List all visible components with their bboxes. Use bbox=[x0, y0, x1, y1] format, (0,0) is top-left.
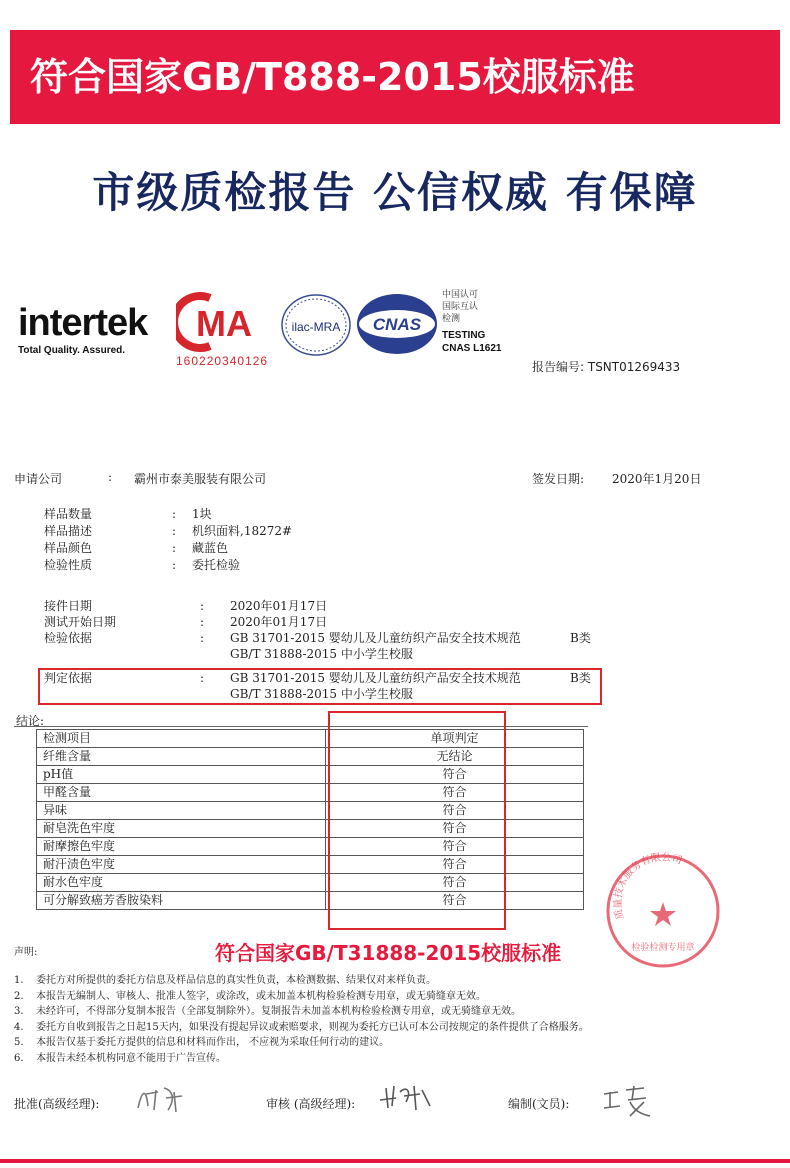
test-class: B类 bbox=[570, 631, 591, 645]
test-row bbox=[44, 646, 591, 662]
sample-value: 1块 bbox=[192, 507, 212, 521]
approver-signature-icon bbox=[132, 1080, 192, 1116]
cma-text: MA bbox=[196, 303, 252, 344]
test-label: 判定依据 bbox=[44, 671, 93, 685]
table-cell: 耐水色牢度 bbox=[37, 874, 326, 892]
sample-value: 委托检验 bbox=[192, 558, 241, 572]
note-text: 委托方自收到报告之日起15天内，如果没有提起异议或索赔要求，则视为委托方已认可本公司按规定的条件提供了合格服务。 bbox=[36, 1021, 589, 1033]
table-cell: 可分解致癌芳香胺染料 bbox=[37, 892, 326, 910]
headline: 市级质检报告 公信权威 有保障 bbox=[92, 168, 698, 217]
cn-cert-text bbox=[442, 289, 478, 325]
bottom-accent-line bbox=[0, 1159, 790, 1163]
note-number: 3. bbox=[14, 1006, 24, 1017]
table-cell: pH值 bbox=[37, 766, 326, 784]
sample-label: 检验性质 bbox=[44, 558, 93, 572]
test-colon: : bbox=[200, 671, 205, 685]
sample-row bbox=[44, 557, 292, 574]
stamp-sub: 检验检测专用章 bbox=[631, 943, 695, 953]
table-cell: 符合 bbox=[326, 820, 584, 838]
report-number: 报告编号: TSNT01269433 bbox=[532, 360, 681, 374]
cma-number: 160220340126 bbox=[176, 354, 269, 368]
cn-cert-line: 检测 bbox=[442, 314, 461, 324]
applicant-colon: : bbox=[108, 470, 113, 484]
test-label: 接件日期 bbox=[44, 599, 93, 613]
note-number: 6. bbox=[14, 1052, 24, 1064]
sample-colon: : bbox=[172, 524, 177, 538]
test-info bbox=[44, 598, 591, 662]
reviewer-label: 审核 (高级经理): bbox=[266, 1097, 356, 1111]
official-stamp-icon bbox=[604, 852, 722, 970]
note-text: 本报告仅基于委托方提供的信息和材料而作出， 不应视为采取任何行动的建议。 bbox=[36, 1037, 390, 1048]
standard-note: 符合国家GB/T31888-2015校服标准 bbox=[215, 941, 562, 965]
note-item bbox=[14, 973, 589, 989]
sample-info bbox=[44, 506, 292, 574]
cn-cert-line: 国际互认 bbox=[442, 302, 479, 312]
note-item bbox=[14, 1004, 589, 1020]
test-row bbox=[44, 630, 591, 646]
applicant-value: 霸州市泰美服装有限公司 bbox=[134, 472, 267, 486]
intertek-tagline: Total Quality. Assured. bbox=[18, 345, 126, 356]
table-cell: 符合 bbox=[326, 856, 584, 874]
test-row bbox=[44, 598, 591, 614]
note-text: 未经许可，不得部分复制本报告（全部复制除外）。复制报告未加盖本机构检验检测专用章，或无骑缝章无效。 bbox=[36, 1006, 521, 1017]
result-column-box bbox=[328, 711, 506, 930]
testing-line: CNAS L1621 bbox=[442, 343, 502, 354]
issue-date-value: 2020年1月20日 bbox=[612, 472, 702, 486]
note-number: 5. bbox=[14, 1037, 24, 1048]
table-cell: 符合 bbox=[326, 874, 584, 892]
table-cell: 符合 bbox=[326, 802, 584, 820]
applicant-label: 申请公司 bbox=[14, 472, 63, 486]
testing-line: TESTING bbox=[442, 330, 486, 341]
cn-cert-line: 中国认可 bbox=[442, 290, 479, 300]
sample-colon: : bbox=[172, 507, 177, 521]
test-colon: : bbox=[200, 599, 205, 613]
sample-label: 样品数量 bbox=[44, 507, 93, 521]
note-number: 4. bbox=[14, 1021, 24, 1033]
sample-row bbox=[44, 540, 292, 557]
test-value: 2020年01月17日 bbox=[230, 615, 328, 629]
table-cell: 符合 bbox=[326, 892, 584, 910]
ilac-logo-icon bbox=[279, 292, 353, 358]
note-item bbox=[14, 989, 589, 1005]
test-class: B类 bbox=[570, 671, 591, 685]
ilac-text: ilac-MRA bbox=[291, 320, 341, 334]
test-row bbox=[44, 614, 591, 630]
banner-title: 符合国家GB/T888-2015校服标准 bbox=[30, 55, 635, 99]
sample-value: 藏蓝色 bbox=[192, 541, 229, 555]
judgement-basis bbox=[44, 670, 591, 702]
test-row bbox=[44, 686, 591, 702]
test-colon: : bbox=[200, 615, 205, 629]
table-cell: 符合 bbox=[326, 838, 584, 856]
note-text: 本报告无编制人、审核人、批准人签字，或涂改，或未加盖本机构检验检测专用章，或无骑缝章无效。 bbox=[36, 990, 486, 1002]
conclusion-label: 结论: bbox=[16, 714, 45, 728]
table-cell: 耐汗渍色牢度 bbox=[37, 856, 326, 874]
note-item bbox=[14, 1020, 589, 1036]
test-row bbox=[44, 670, 591, 686]
issue-date-label: 签发日期: bbox=[532, 472, 585, 486]
test-value: GB 31701-2015 婴幼儿及儿童纺织产品安全技术规范 bbox=[230, 631, 521, 645]
reviewer-signature-icon bbox=[376, 1078, 436, 1114]
table-cell: 符合 bbox=[326, 784, 584, 802]
sample-label: 样品颜色 bbox=[44, 541, 93, 555]
editor-label: 编制(文员): bbox=[508, 1097, 570, 1111]
top-banner bbox=[10, 30, 780, 124]
testing-text bbox=[442, 329, 501, 355]
note-item bbox=[14, 1051, 589, 1067]
note-text: 委托方对所提供的委托方信息及样品信息的真实性负责，本检测数据、结果仅对来样负责。 bbox=[36, 975, 436, 986]
test-label: 检验依据 bbox=[44, 631, 93, 645]
table-cell: 耐皂洗色牢度 bbox=[37, 820, 326, 838]
svg-text:质量技术服务有限公司 bbox=[611, 852, 683, 921]
test-value: 2020年01月17日 bbox=[230, 599, 328, 613]
note-text: 本报告未经本机构同意不能用于广告宣传。 bbox=[36, 1052, 226, 1064]
test-value: GB 31701-2015 婴幼儿及儿童纺织产品安全技术规范 bbox=[230, 671, 521, 685]
table-cell: 纤维含量 bbox=[37, 748, 326, 766]
test-label: 测试开始日期 bbox=[44, 615, 117, 629]
cnas-text: CNAS bbox=[372, 315, 422, 334]
sample-row bbox=[44, 523, 292, 540]
editor-signature-icon bbox=[600, 1080, 660, 1120]
cnas-logo-icon bbox=[355, 292, 439, 356]
table-header: 检测项目 bbox=[37, 730, 326, 748]
statement-label: 声明: bbox=[14, 947, 38, 958]
note-number: 1. bbox=[14, 975, 24, 986]
table-cell: 甲醛含量 bbox=[37, 784, 326, 802]
stamp-text: 质量技术服务有限公司 bbox=[612, 852, 684, 921]
table-cell: 无结论 bbox=[326, 748, 584, 766]
table-cell: 符合 bbox=[326, 766, 584, 784]
sample-colon: : bbox=[172, 558, 177, 572]
sample-row bbox=[44, 506, 292, 523]
intertek-logo: intertek bbox=[18, 302, 148, 344]
notes-list bbox=[14, 973, 589, 1066]
sample-label: 样品描述 bbox=[44, 524, 93, 538]
table-cell: 耐摩擦色牢度 bbox=[37, 838, 326, 856]
test-colon: : bbox=[200, 631, 205, 645]
approver-label: 批准(高级经理): bbox=[14, 1097, 100, 1111]
table-cell: 异味 bbox=[37, 802, 326, 820]
table-header: 单项判定 bbox=[326, 730, 584, 748]
cma-logo-icon bbox=[176, 292, 272, 352]
test-value2: GB/T 31888-2015 中小学生校服 bbox=[230, 647, 413, 661]
sample-value: 机织面料,18272# bbox=[192, 524, 293, 538]
test-value2: GB/T 31888-2015 中小学生校服 bbox=[230, 687, 413, 701]
note-number: 2. bbox=[14, 990, 24, 1002]
note-item bbox=[14, 1035, 589, 1051]
sample-colon: : bbox=[172, 541, 177, 555]
